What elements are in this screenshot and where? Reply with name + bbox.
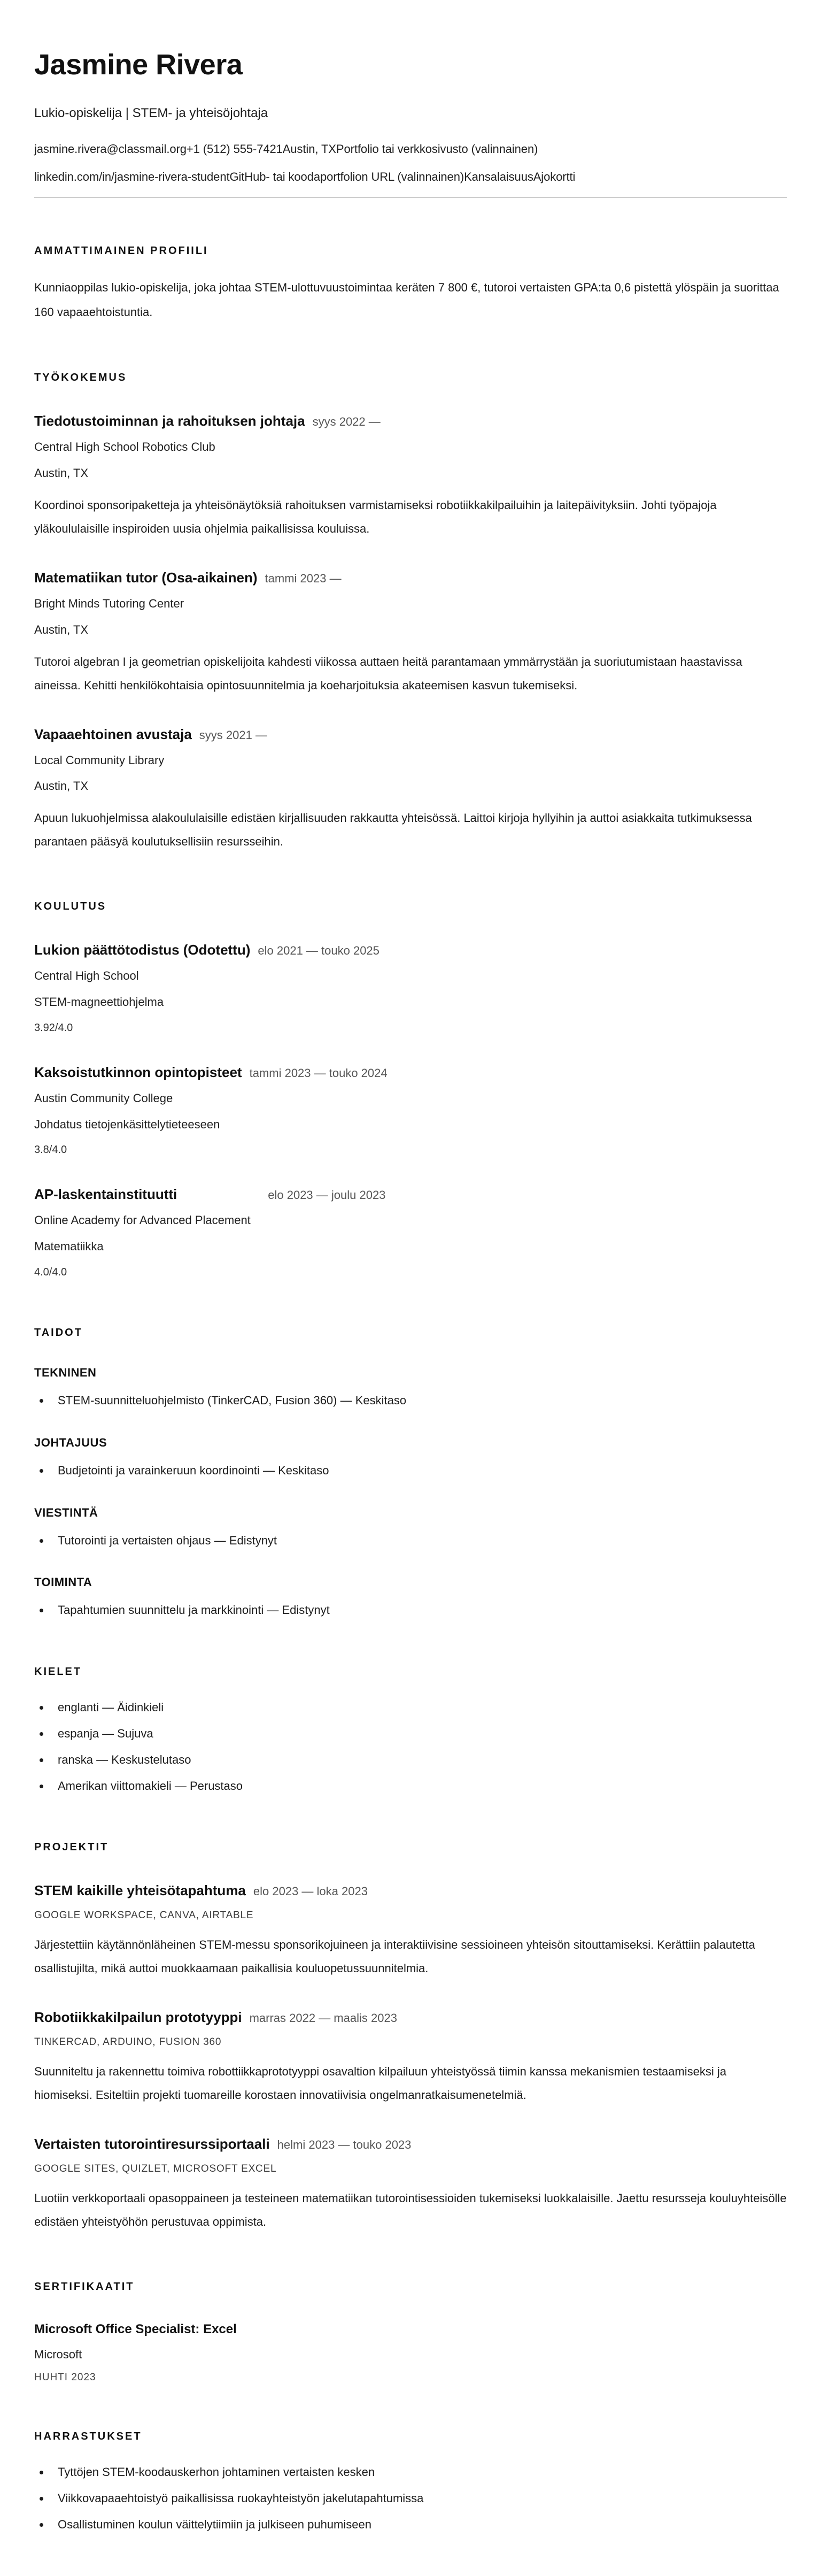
education-school: Online Academy for Advanced Placement xyxy=(34,1213,251,1227)
project-date: helmi 2023 — touko 2023 xyxy=(277,2138,412,2152)
hobby-item: • Osallistuminen koulun väittelytiimiin ja julkiseen puhumiseen xyxy=(50,2517,787,2533)
project-date: marras 2022 — maalis 2023 xyxy=(249,2011,397,2025)
job-entry xyxy=(34,413,787,541)
job-entry xyxy=(34,726,787,854)
contact-github: GitHub- tai koodaportfolion URL (valinnainen) xyxy=(229,170,464,183)
education-degree: Kaksoistutkinnon opintopisteet xyxy=(34,1064,242,1080)
project-entry xyxy=(34,2136,787,2234)
language-item: • espanja — Sujuva xyxy=(50,1726,787,1742)
education-school: Central High School xyxy=(34,969,139,983)
skill-category-heading: VIESTINTÄ xyxy=(34,1505,98,1519)
education-gpa: 4.0/4.0 xyxy=(34,1266,67,1278)
education-date: elo 2023 — joulu 2023 xyxy=(268,1188,386,1202)
job-company: Local Community Library xyxy=(34,753,165,767)
certification-date: HUHTI 2023 xyxy=(34,2372,96,2383)
job-company: Bright Minds Tutoring Center xyxy=(34,596,184,610)
section-certifications xyxy=(34,2281,787,2383)
project-title-row xyxy=(34,2009,787,2026)
person-name: Jasmine Rivera xyxy=(34,49,243,81)
skill-list xyxy=(34,1463,787,1479)
education-gpa: 3.92/4.0 xyxy=(34,1021,73,1034)
job-title: Vapaaehtoinen avustaja xyxy=(34,726,192,742)
section-experience xyxy=(34,372,787,853)
skill-list xyxy=(34,1393,787,1409)
project-entry xyxy=(34,1882,787,1980)
certification-issuer: Microsoft xyxy=(34,2348,82,2362)
project-tools: GOOGLE SITES, QUIZLET, MICROSOFT EXCEL xyxy=(34,2163,277,2175)
section-languages xyxy=(34,1666,787,1794)
contact-email: jasmine.rivera@classmail.org xyxy=(34,142,187,156)
contact-line-2 xyxy=(34,170,787,184)
job-date: tammi 2023 — xyxy=(265,571,342,585)
project-description: Suunniteltu ja rakennettu toimiva robottiikkaprototyyppi osavaltion kilpailuun yhteistyössä tiimin kanssa mekanismien testaamiseksi ja hiomiseksi. Esiteltiin projekti tuomareille korostaen innovatiivisia ongelmanratkaisumenetelmiä. xyxy=(34,2065,726,2102)
education-degree: AP-laskentainstituutti xyxy=(34,1186,177,1203)
education-gpa: 3.8/4.0 xyxy=(34,1144,67,1156)
job-location: Austin, TX xyxy=(34,779,89,793)
education-degree: Lukion päättötodistus (Odotettu) xyxy=(34,942,251,958)
hobby-item: • Tyttöjen STEM-koodauskerhon johtaminen vertaisten kesken xyxy=(50,2464,787,2481)
project-date: elo 2023 — loka 2023 xyxy=(253,1885,368,1898)
project-title-row xyxy=(34,2136,787,2152)
education-date: elo 2021 — touko 2025 xyxy=(258,944,379,958)
header-divider xyxy=(34,197,787,198)
skill-category-heading: TOIMINTA xyxy=(34,1575,92,1589)
section-education xyxy=(34,901,787,1280)
skill-category xyxy=(34,1506,787,1549)
job-date: syys 2021 — xyxy=(199,728,267,742)
project-description: Luotiin verkkoportaali opasoppaineen ja testeineen matematiikan tutorointisessioiden tukemiseksi luokkalaisille. Jaettu resursseja kouluyhteisölle edistäen yhteistyöhön perustuvaa oppimista. xyxy=(34,2191,787,2229)
job-description: Koordinoi sponsoripaketteja ja yhteisönäytöksiä rahoituksen varmistamiseksi robotiikkakilpailuihin ja laitepäivityksiin. Johti työpajoja yläkoululaisille inspiroiden uusia ohjelmia paikallisissa kouluissa. xyxy=(34,498,717,535)
contact-location: Austin, TX xyxy=(282,142,336,156)
education-school: Austin Community College xyxy=(34,1091,173,1105)
education-title-row xyxy=(34,1186,787,1203)
section-hobbies xyxy=(34,2431,787,2533)
skill-list xyxy=(34,1533,787,1549)
hobbies-heading: HARRASTUKSET xyxy=(34,2431,142,2443)
contact-portfolio: Portfolio tai verkkosivusto (valinnainen) xyxy=(336,142,538,156)
experience-heading: TYÖKOKEMUS xyxy=(34,372,127,384)
skill-category xyxy=(34,1366,787,1409)
language-item: • ranska — Keskustelutaso xyxy=(50,1752,787,1768)
person-title: Lukio-opiskelija | STEM- ja yhteisöjohtaja xyxy=(34,106,268,120)
profile-heading: AMMATTIMAINEN PROFIILI xyxy=(34,245,208,257)
contact-drivers-license: Ajokortti xyxy=(533,170,576,183)
projects-heading: PROJEKTIT xyxy=(34,1841,109,1854)
education-program: Matematiikka xyxy=(34,1240,104,1254)
skill-item: • STEM-suunnitteluohjelmisto (TinkerCAD, Fusion 360) — Keskitaso xyxy=(50,1393,787,1409)
certification-entry xyxy=(34,2322,787,2383)
education-entry xyxy=(34,1064,787,1158)
hobby-item: • Viikkovapaaehtoistyö paikallisissa ruokayhteistyön jakelutapahtumissa xyxy=(50,2490,787,2507)
job-entry xyxy=(34,570,787,697)
section-profile xyxy=(34,245,787,325)
project-tools: TINKERCAD, ARDUINO, FUSION 360 xyxy=(34,2036,222,2048)
job-title: Tiedotustoiminnan ja rahoituksen johtaja xyxy=(34,413,305,429)
language-item: • Amerikan viittomakieli — Perustaso xyxy=(50,1778,787,1795)
education-title-row xyxy=(34,942,787,958)
education-date: tammi 2023 — touko 2024 xyxy=(249,1066,388,1080)
contact-phone: +1 (512) 555-7421 xyxy=(186,142,283,156)
project-title-row xyxy=(34,1882,787,1899)
project-title: STEM kaikille yhteisötapahtuma xyxy=(34,1882,246,1899)
skill-category-heading: TEKNINEN xyxy=(34,1365,97,1379)
project-tools: GOOGLE WORKSPACE, CANVA, AIRTABLE xyxy=(34,1910,254,1921)
language-list xyxy=(34,1700,787,1794)
job-title-row xyxy=(34,413,787,429)
project-entry xyxy=(34,2009,787,2107)
job-title-row xyxy=(34,570,787,586)
header xyxy=(34,48,787,198)
skill-category xyxy=(34,1436,787,1479)
education-title-row xyxy=(34,1064,787,1081)
skill-category-heading: JOHTAJUUS xyxy=(34,1435,107,1449)
hobby-list xyxy=(34,2464,787,2533)
languages-heading: KIELET xyxy=(34,1666,82,1678)
job-title-row xyxy=(34,726,787,743)
skill-item: • Budjetointi ja varainkeruun koordinointi — Keskitaso xyxy=(50,1463,787,1479)
job-description: Apuun lukuohjelmissa alakoululaisille edistäen kirjallisuuden rakkautta yhteisössä. Laittoi kirjoja hyllyihin ja auttoi asiakkaita tutkimuksessa parantaen pääsyä koulutuksellisiin resursseihin. xyxy=(34,811,752,849)
job-description: Tutoroi algebran I ja geometrian opiskelijoita kahdesti viikossa auttaen heitä parantamaan ymmärrystään ja suoriutumistaan haastavissa aineissa. Kehitti henkilökohtaisia opintosuunnitelmia ja koeharjoituksia akateemisen kasvun tukemiseksi. xyxy=(34,655,742,692)
certification-name: Microsoft Office Specialist: Excel xyxy=(34,2322,237,2337)
job-location: Austin, TX xyxy=(34,466,89,480)
job-location: Austin, TX xyxy=(34,622,89,636)
job-title: Matematiikan tutor (Osa-aikainen) xyxy=(34,569,258,586)
contact-citizenship: Kansalaisuus xyxy=(464,170,533,183)
contact-line-1 xyxy=(34,142,787,156)
job-company: Central High School Robotics Club xyxy=(34,440,215,454)
skill-list xyxy=(34,1602,787,1619)
education-entry xyxy=(34,1186,787,1280)
job-date: syys 2022 — xyxy=(312,415,381,429)
project-title: Vertaisten tutorointiresurssiportaali xyxy=(34,2136,270,2152)
education-program: STEM-magneettiohjelma xyxy=(34,995,164,1009)
education-entry xyxy=(34,942,787,1035)
skill-category xyxy=(34,1575,787,1619)
project-title: Robotiikkakilpailun prototyyppi xyxy=(34,2009,242,2026)
education-heading: KOULUTUS xyxy=(34,901,107,913)
project-description: Järjestettiin käytännönläheinen STEM-messu sponsorikojuineen ja interaktiivisine sessioineen yhteisön sitouttamiseksi. Kerättiin palautetta osallistujilta, mikä auttoi muokkaamaan paikallisia kouluopetussuunnitelmia. xyxy=(34,1938,755,1975)
language-item: • englanti — Äidinkieli xyxy=(50,1700,787,1716)
section-skills xyxy=(34,1327,787,1619)
section-projects xyxy=(34,1841,787,2234)
contact-linkedin: linkedin.com/in/jasmine-rivera-student xyxy=(34,170,230,183)
skills-heading: TAIDOT xyxy=(34,1326,83,1339)
certifications-heading: SERTIFIKAATIT xyxy=(34,2281,135,2293)
profile-text: Kunniaoppilas lukio-opiskelija, joka johtaa STEM-ulottuvuustoimintaa keräten 7 800 €, tutoroi vertaisten GPA:ta 0,6 pistettä ylöspäin ja suorittaa 160 vapaaehtoistuntia. xyxy=(34,281,779,319)
education-program: Johdatus tietojenkäsittelytieteeseen xyxy=(34,1117,220,1131)
skill-item: • Tapahtumien suunnittelu ja markkinointi — Edistynyt xyxy=(50,1602,787,1619)
skill-item: • Tutorointi ja vertaisten ohjaus — Edistynyt xyxy=(50,1533,787,1549)
